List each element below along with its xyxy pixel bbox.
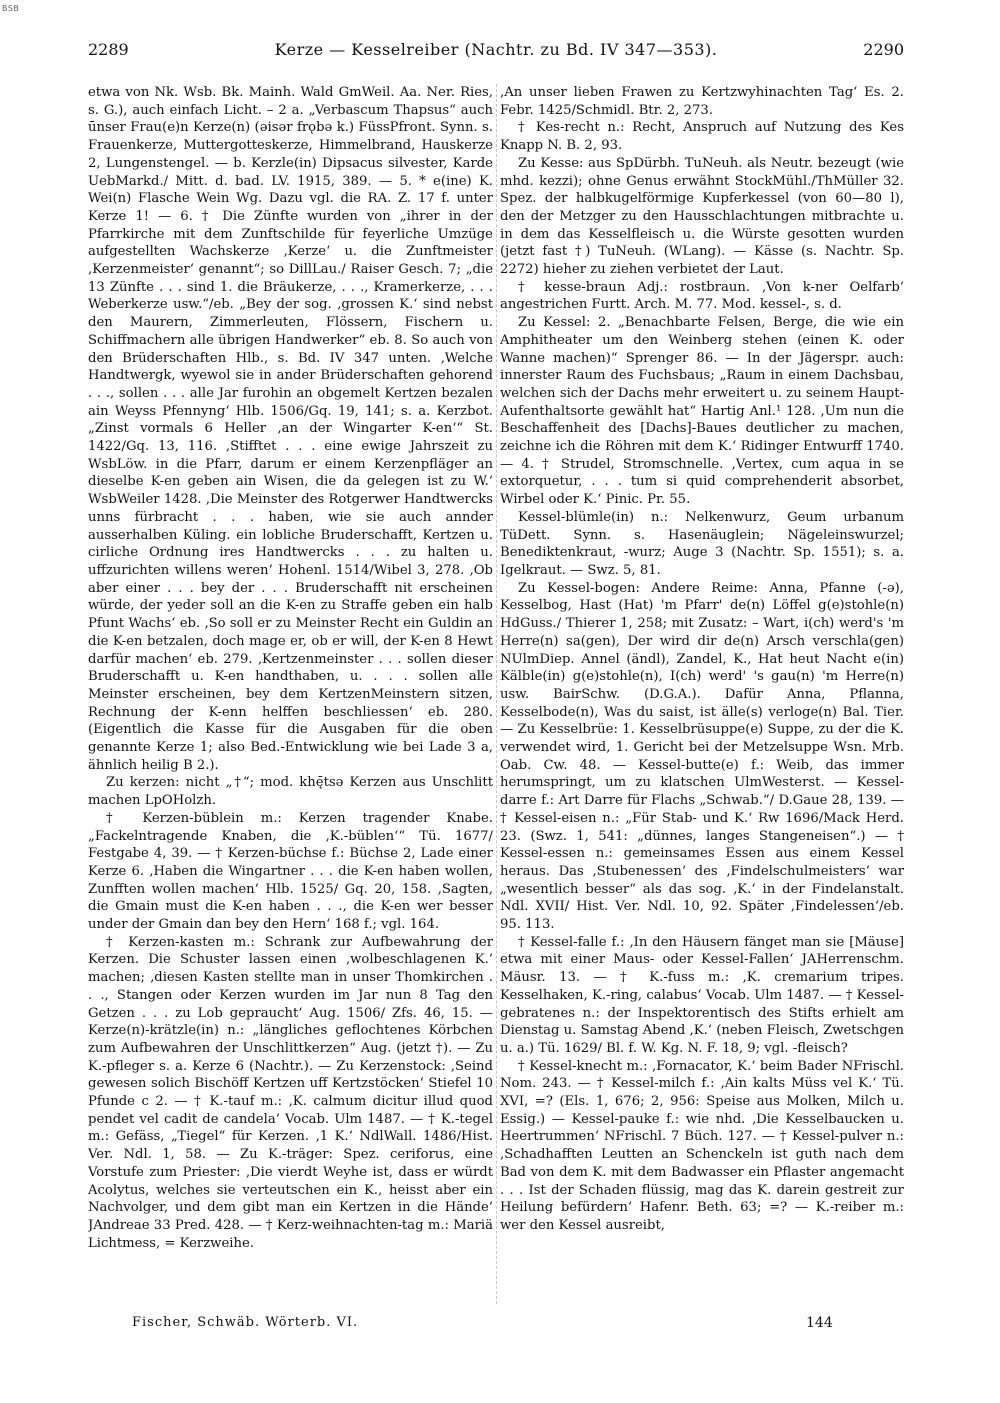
footer-signature: Fischer, Schwäb. Wörterb. VI. [132,1315,359,1330]
right-entry: † Kessel-falle f.: ‚In den Häusern fänget man sie [Mäuse] etwa mit einer Maus- oder Kessel-Fallen‘ JAHerrenschm. Mäusr. 13. — † K.-fuss m.: ‚K. cremarium tripes. Kesselhaken, K.-ring, calabus‘ Vocab. Ulm 1487. — † Kessel-gebratenes n.: der Inspektorentisch des Stifts erhielt am Dienstag u. Samstag Abend ‚K.‘ (neben Fleisch, Zwetschgen u. a.) Tü. 1629/ Bl. f. W. Kg. N. F. 18, 9; vgl. -fleisch? [500,934,904,1056]
running-title: Kerze — Kesselreiber (Nachtr. zu Bd. IV 347—353). [274,40,718,59]
page-header [88,40,904,64]
right-entry: † kesse-braun Adj.: rostbraun. ‚Von k-ner Oelfarb‘ angestrichen Furtt. Arch. M. 77. Mod. kessel-, s. d. [500,279,904,313]
left-entry: † Kerzen-büblein m.: Kerzen tragender Knabe. „Fackelntragende Knaben, die ‚K.-büblen‘“ Tü. 1677/ Festgabe 4, 39. — † Kerzen-büchse f.: Büchse 2, Lade einer Kerze 6. ‚Haben die Wingartner . . . die K-en haben wollen, Zunfften wollen machen‘ Hlb. 1525/ Gq. 20, 158. ‚Sagten, die Gmain must die K-en haben . . ., die K-en wer besser under der Gmain dan bey den Hern‘ 168 f.; vgl. 164. [88,810,493,933]
left-column [88,84,493,1304]
library-stamp: BSB [2,4,20,13]
right-entry: Zu Kessel-bogen: Andere Reime: Anna, Pfanne (-ə), Kesselbog, Hast (Hat) 'm Pfarr' de(n) Löffel g(e)stohle(n) HdGuss./ Thierer 1, 258; mit Zusatz: – Wart, i(ch) werd's 'm Herre(n) sa(gen), Der wird dir de(n) Arsch verschla(gen) NUlmDiep. Annel (ändl), Zandel, K., Hat heut Nacht e(in) Kälble(in) g(e)stohle(n), I(ch) werd' 's gau(n) 'm Herre(n) usw. BairSchw. (D.G.A.). Dafür Anna, Pflanna, Kesselbode(n), Was du saist, ist älle(s) verloge(n) Bal. Tier. — Zu Kesselbrüe: 1. Kesselbrüsuppe(e) Suppe, zu der die K. verwendet wird, 1. Gericht bei der Metzelsuppe Wsn. Mrb. Oab. Cw. 48. — Kessel-butte(e) f.: Weib, das immer herumspringt, um zu klatschen UlmWesterst. — Kessel-darre f.: Art Darre für Flachs „Schwab.“/ D.Gaue 28, 139. — † Kessel-eisen n.: „Für Stab- und K.‘ Rw 1696/Mack Herd. 23. (Swz. 1, 541: „dünnes, langes Stangeneisen“.) — † Kessel-essen n.: gemeinsames Essen aus einem Kessel heraus. Das ‚Stubenessen‘ des ‚Findelschulmeisters‘ war „wesentlich besser“ als das sog. ‚K.‘ in der Findelanstalt. Ndl. XVII/ Hist. Ver. Ndl. 10, 92. Später ‚Findelessen‘/eb. 95. 113. [500,580,904,933]
left-entry: etwa von Nk. Wsb. Bk. Mainh. Wald GmWeil. Aa. Ner. Ries, s. G.), auch einfach Licht. – 2 a. „Verbascum Thapsus“ auch ūnser Frau(e)n Kerze(n) (ǝisǝr frǫbǝ k.) FüssPfront. Synn. s. Frauenkerze, Muttergotteskerze, Himmelbrand, Hauskerze 2, Lungenstengel. — b. Kerzle(in) Dipsacus silvester, Karde UebMarkd./ Mitt. d. bad. LV. 1915, 389. — 5. * e(ine) K. Wei(n) Flasche Wein Wg. Dazu vgl. die RA. Z. 17 f. unter Kerze 1! — 6. † Die Zünfte wurden von „ihrer in der Pfarrkirche mit dem Zunftschilde für feyerliche Umzüge aufgestellten Wachskerze ‚Kerze‘ u. die Zunftmeister ‚Kerzenmeister‘ genannt“; so DillLau./ Raiser Gesch. 7; „die 13 Zünfte . . . sind 1. die Bräukerze, . . ., Kramerkerze, . . . Weberkerze usw.“/eb. „Bey der sog. ‚grossen K.‘ sind nebst den Maurern, Zimmerleuten, Flössern, Fischern u. Schiffmachern alle übrigen Handwerker“ eb. 8. So auch von den Brüderschaften Hlb., s. Bd. IV 347 unten. ‚Welche Handtwergk, wyewol sie in ander Brüderschaften gehorend . . ., sollen . . . alle Jar furohin an obgemelt Kertzen bezalen ain Weyss Pfennyng‘ Hlb. 1506/Gq. 19, 141; s. a. Kerzbot. „Zinst vormals 6 Heller ‚an der Wingarter K-en‘“ St. 1422/Gq. 13, 116. ‚Stifftet . . . eine ewige Jahrszeit zu WsbLöw. in die Pfarr, darum er einem Kerzenpfläger an dieselbe K-en geben ain Wisen, die da gelegen ist zu W.‘ WsbWeiler 1428. ‚Die Meinster des Rotgerwer Handtwercks unns fürbracht . . . haben, wie sie auch annder ausserhalben Küling. ein lobliche Bruderschafft, Kertzen u. cirliche Ordnung ires Handtwercks . . . zu halten u. uffzurichten willens weren‘ Hohenl. 1514/Wibel 3, 278. ‚Ob aber einer . . . bey der . . . Bruderschafft nit erscheinen würde, der yeder soll an die K-en zu Straffe geben ein halb Pfunt Wachs‘ eb. ‚So soll er zu Meinster Recht ein Guldin an die K-en betzalen, doch mage er, ob er will, der K-en 8 Hewt darfür machen‘ eb. 279. ‚Kertzenmeinster . . . sollen dieser Bruderschafft u. K-en handthaben, u. . . . sollen alle Meinster erscheinen, bey dem KertzenMeinstern sitzen, Rechnung der K-enn helffen beschliessen‘ eb. 280. (Eigentlich die Kasse für die Ausgaben für die oben genannte Kerze 1; also Bed.-Entwicklung wie bei Lade 3 a, ähnlich heilig B 2.). [88,85,493,773]
right-entry: ‚An unser lieben Frawen zu Kertzwyhinachten Tag‘ Es. 2. Febr. 1425/Schmidl. Btr. 2, 273. [500,85,904,118]
right-entry: Zu Kesse: aus SpDürbh. TuNeuh. als Neutr. bezeugt (wie mhd. kezzi); ohne Genus erwähnt StockMühl./ThMüller 32. Spez. der halbkugelförmige Kupferkessel (von 60—80 l), den der Metzger zu den Hausschlachtungen mitbrachte u. in dem das Kesselfleisch u. die Würste gesotten wurden (jetzt fast †) TuNeuh. (WLang). — Kässe (s. Nachtr. Sp. 2272) hieher zu ziehen verbietet der Laut. [500,155,904,278]
right-entry: Zu Kessel: 2. „Benachbarte Felsen, Berge, die wie ein Amphitheater um den Weinberg stehen (einen K. oder Wanne machen)“ Sprenger 86. — In der Jägerspr. auch: innerster Raum des Fuchsbaus; „Raum in einem Dachsbau, welchen sich der Dachs mehr erweitert u. zu seinem Haupt-Aufenthaltsorte gewählt hat“ Hartig Anl.¹ 128. ‚Um nun die Beschaffenheit des [Dachs]-Baues deutlicher zu machen, zeichne ich die Röhren mit dem K.‘ Ridinger Entwurff 1740. — 4. † Strudel, Stromschnelle. ‚Vertex, cum aqua in se extorquetur, . . . tum si quid comprehenderit absorbet, Wirbel oder K.‘ Pinic. Pr. 55. [500,315,904,508]
right-column [500,84,904,1304]
left-entry: Zu kerzen: nicht „†“; mod. khę̄tsə Kerzen aus Unschlitt machen LpOHolzh. [88,775,493,809]
right-entry: Kessel-blümle(in) n.: Nelkenwurz, Geum urbanum TüDett. Synn. s. Hasenäuglein; Nägeleinswurzel; Benediktenkraut, -wurz; Auge 3 (Nachtr. Sp. 1551); s. a. Igelkraut. — Swz. 5, 81. [500,509,904,578]
page-number-left: 2289 [88,40,129,59]
right-entry: † Kessel-knecht m.: ‚Fornacator, K.‘ beim Bader NFrischl. Nom. 243. — † Kessel-milch f.: ‚Ain kalts Müss vel K.‘ Tü. XVI, =? (Els. 1, 676; 2, 956: Speise aus Molken, Milch u. Essig.) — Kessel-pauke f.: wie nhd. ‚Die Kesselbaucken u. Heertrummen‘ NFrischl. 7 Büch. 127. — † Kessel-pulver n.: ‚Schadhafften Leutten an Schenckeln ist guth nach dem Bad von dem K. mit dem Badwasser ein Pflaster angemacht . . . Ist der Schaden flüssig, mag das K. darein gestreit zur Heilung befürdern‘ Hafenr. Beth. 63; =? — K.-reiber m.: wer den Kessel ausreibt, [500,1058,904,1233]
column-divider [496,84,497,1304]
sheet-number: 144 [806,1315,833,1331]
right-entry: † Kes-recht n.: Recht, Anspruch auf Nutzung des Kes Knapp N. B. 2, 93. [500,120,904,154]
page-number-right: 2290 [863,40,904,59]
left-entry: † Kerzen-kasten m.: Schrank zur Aufbewahrung der Kerzen. Die Schuster lassen einen ‚wolbeschlagenen K.‘ machen; ‚diesen Kasten stellte man in unser Thomkirchen . . ., Stangen oder Kerzen wurden im Jar nun 8 Tag den Getzen . . . zu Lob gepraucht‘ Aug. 1506/ Zfs. 46, 15. — Kerze(n)-krätzle(in) n.: „längliches geflochtenes Körbchen zum Aufbewahren der Unschlittkerzen“ Aug. (jetzt †). — Zu K.-pfleger s. a. Kerze 6 (Nachtr.). — Zu Kerzenstock: ‚Seind gewesen solich Bischöff Kertzen uff Kertzstöcken‘ Stiefel 10 Pfunde c 2. — † K.-tauf m.: ‚K. calmum dicitur illud quod pendet vel cadit de candela‘ Vocab. Ulm 1487. — † K.-tegel m.: Gefäss, „Tiegel“ für Kerzen. ‚1 K.‘ NdlWall. 1486/Hist. Ver. Ndl. 1, 58. — Zu K.-träger: Spez. ceriforus, eine Vorstufe zum Priester: ‚Die vierdt Weyhe ist, dass er würdt Acolytus, welches sie verteutschen ein K., heisst aber ein Nachvolger, und dem gibt man ein Kertzen in die Hände‘ JAndreae 33 Pred. 428. — † Kerz-weihnachten-tag m.: Mariä Lichtmess, = Kerzweihe. [88,934,493,1251]
